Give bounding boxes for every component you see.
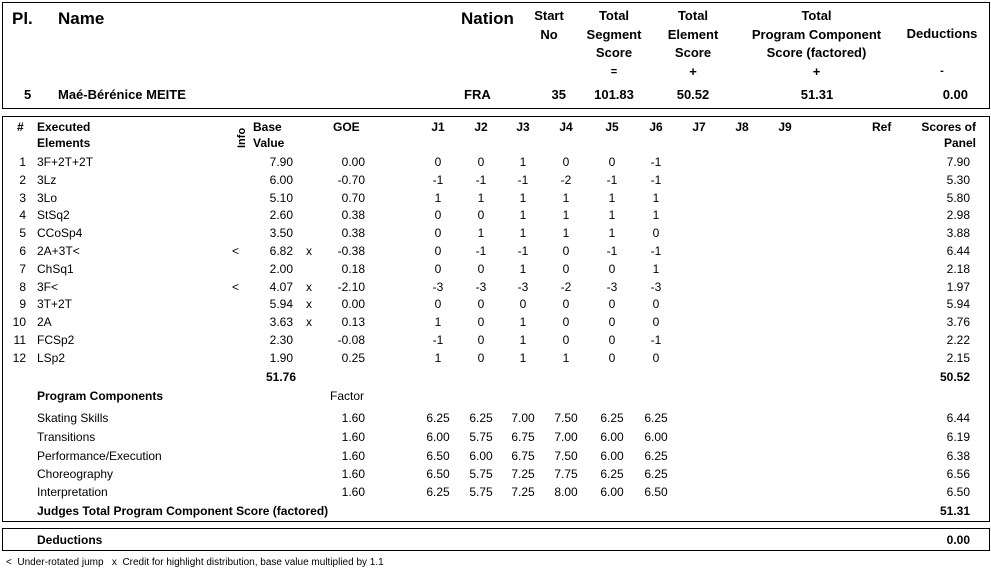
pl-header: Pl. [12, 9, 33, 28]
component-row [0, 411, 991, 429]
element-judge-score: 1 [477, 226, 485, 241]
component-row [0, 449, 991, 467]
element-name: 3Lo [37, 190, 58, 205]
element-panel-score: 5.30 [946, 172, 970, 187]
j8-header: J8 [735, 120, 749, 134]
component-panel-score: 6.44 [946, 411, 970, 425]
element-judge-score: 0 [562, 155, 570, 169]
element-judge-score: -1 [650, 172, 662, 187]
pcs-header: Total Program Component Score (factored) + [751, 8, 882, 79]
element-name: ChSq1 [37, 261, 74, 276]
element-number: 7 [19, 261, 26, 276]
element-judge-score: 1 [608, 190, 616, 205]
component-panel-score: 6.50 [946, 485, 970, 499]
element-judge-score: 0 [519, 297, 527, 312]
element-judge-score: 1 [519, 190, 527, 205]
component-row [0, 485, 991, 503]
start-no-header: Start No [534, 8, 564, 42]
j3-header: J3 [516, 120, 530, 134]
component-name: Performance/Execution [37, 449, 162, 463]
element-judge-score: 0 [477, 155, 485, 169]
element-judge-score: 0 [477, 350, 485, 365]
j2-header: J2 [474, 120, 488, 134]
component-name: Choreography [37, 467, 114, 481]
component-judge-score: 6.25 [644, 411, 668, 425]
element-base-value: 6.82 [269, 244, 293, 258]
element-judge-score: 1 [562, 190, 570, 205]
element-judge-score: 1 [608, 226, 616, 241]
element-name: 3Lz [37, 172, 57, 187]
element-number: 2 [19, 172, 26, 187]
component-judge-score: 6.25 [644, 449, 668, 463]
element-judge-score: -3 [606, 279, 618, 294]
element-judge-score: 0 [434, 244, 442, 258]
element-goe: -2.10 [337, 279, 365, 294]
element-judge-score: 0 [562, 244, 570, 258]
skater-nation: FRA [464, 87, 491, 102]
component-judge-score: 7.75 [554, 467, 578, 481]
component-judge-score: 7.25 [511, 467, 535, 481]
element-judge-score: 0 [477, 208, 485, 223]
element-number: 8 [19, 279, 26, 294]
j9-header: J9 [778, 120, 792, 134]
element-judge-score: 0 [652, 315, 660, 330]
element-number: 4 [19, 208, 26, 223]
element-judge-score: 1 [519, 155, 527, 169]
component-panel-score: 6.19 [946, 430, 970, 444]
component-judge-score: 6.25 [426, 485, 450, 499]
element-panel-score: 2.15 [946, 350, 970, 365]
component-name: Interpretation [37, 485, 108, 499]
component-judge-score: 7.25 [511, 485, 535, 499]
element-judge-score: -2 [560, 279, 572, 294]
element-judge-score: 1 [477, 190, 485, 205]
element-panel-score: 7.90 [946, 155, 970, 169]
element-panel-score: 2.18 [946, 261, 970, 276]
elements-bv-total: 51.76 [265, 370, 296, 384]
element-judge-score: 0 [562, 315, 570, 330]
skater-tss: 101.83 [594, 87, 634, 102]
element-judge-score: 1 [652, 261, 660, 276]
component-judge-score: 5.75 [469, 485, 493, 499]
element-judge-score: -3 [650, 279, 662, 294]
element-judge-score: 0 [434, 297, 442, 312]
table-row [0, 333, 991, 351]
element-base-value: 3.63 [269, 315, 293, 330]
element-judge-score: -1 [432, 172, 444, 187]
table-row [0, 173, 991, 191]
element-judge-score: 1 [434, 190, 442, 205]
element-number: 5 [19, 226, 26, 241]
element-base-value: 2.00 [269, 261, 293, 276]
component-judge-score: 6.00 [600, 430, 624, 444]
element-judge-score: 0 [477, 315, 485, 330]
base-value-header: Base Value [253, 120, 285, 150]
pcs-total-label: Judges Total Program Component Score (factored) [37, 504, 329, 518]
component-judge-score: 6.25 [469, 411, 493, 425]
element-panel-score: 1.97 [946, 279, 970, 294]
element-x-flag: x [306, 315, 312, 330]
element-goe: 0.00 [341, 155, 365, 169]
goe-header: GOE [333, 120, 360, 134]
table-row [0, 244, 991, 262]
component-judge-score: 6.50 [426, 449, 450, 463]
component-judge-score: 6.00 [644, 430, 668, 444]
component-factor: 1.60 [341, 411, 365, 425]
element-number: 12 [12, 350, 26, 365]
component-factor: 1.60 [341, 430, 365, 444]
component-name: Transitions [37, 430, 96, 444]
element-judge-score: -1 [606, 172, 618, 187]
element-judge-score: 1 [519, 208, 527, 223]
element-judge-score: -1 [606, 244, 618, 258]
element-judge-score: 0 [608, 350, 616, 365]
component-judge-score: 6.25 [600, 411, 624, 425]
element-judge-score: 0 [562, 333, 570, 347]
deductions-header: Deductions - [906, 26, 978, 77]
element-judge-score: 1 [519, 226, 527, 241]
component-judge-score: 6.50 [644, 485, 668, 499]
element-base-value: 7.90 [269, 155, 293, 169]
component-row [0, 467, 991, 485]
element-panel-score: 2.22 [946, 333, 970, 347]
element-name: CCoSp4 [37, 226, 83, 241]
element-judge-score: 1 [562, 208, 570, 223]
element-judge-score: 1 [434, 315, 442, 330]
element-panel-score: 5.80 [946, 190, 970, 205]
component-judge-score: 6.00 [426, 430, 450, 444]
element-panel-score: 5.94 [946, 297, 970, 312]
nation-header: Nation [461, 9, 514, 28]
table-row [0, 351, 991, 369]
element-base-value: 2.30 [269, 333, 293, 347]
table-row [0, 226, 991, 244]
element-base-value: 5.10 [269, 190, 293, 205]
component-row [0, 430, 991, 448]
executed-header: Executed Elements [37, 120, 91, 150]
element-judge-score: 0 [652, 297, 660, 312]
component-judge-score: 6.75 [511, 449, 535, 463]
element-goe: 0.13 [341, 315, 365, 330]
element-judge-score: 0 [608, 315, 616, 330]
element-base-value: 5.94 [269, 297, 293, 312]
element-goe: 0.25 [341, 350, 365, 365]
element-judge-score: 1 [519, 333, 527, 347]
element-number: 10 [12, 315, 26, 330]
element-judge-score: 0 [562, 297, 570, 312]
element-goe: 0.38 [341, 208, 365, 223]
deductions-label: Deductions [37, 533, 103, 547]
j7-header: J7 [692, 120, 706, 134]
component-judge-score: 6.00 [600, 485, 624, 499]
component-judge-score: 7.50 [554, 411, 578, 425]
element-judge-score: 0 [608, 297, 616, 312]
component-judge-score: 6.75 [511, 430, 535, 444]
element-base-value: 2.60 [269, 208, 293, 223]
element-base-value: 1.90 [269, 350, 293, 365]
skater-name: Maé-Bérénice MEITE [58, 87, 186, 102]
element-number: 11 [13, 333, 26, 347]
element-goe: -0.08 [337, 333, 365, 347]
component-judge-score: 5.75 [469, 467, 493, 481]
element-judge-score: 0 [477, 297, 485, 312]
element-x-flag: x [306, 279, 312, 294]
element-panel-score: 3.88 [946, 226, 970, 241]
info-header: Info [236, 127, 248, 148]
pcs-total-value: 51.31 [939, 504, 970, 518]
component-judge-score: 5.75 [469, 430, 493, 444]
element-judge-score: -1 [517, 244, 529, 258]
element-goe: 0.00 [341, 297, 365, 312]
skater-rank: 5 [24, 87, 32, 102]
element-judge-score: 0 [652, 226, 660, 241]
element-judge-score: -3 [517, 279, 529, 294]
deductions-box [2, 528, 990, 551]
element-name: StSq2 [37, 208, 70, 223]
element-judge-score: 1 [608, 208, 616, 223]
tes-header: Total Element Score + [667, 8, 719, 79]
element-judge-score: -1 [517, 172, 529, 187]
component-judge-score: 6.25 [600, 467, 624, 481]
component-judge-score: 6.25 [644, 467, 668, 481]
elements-panel-total: 50.52 [939, 370, 970, 384]
table-row [0, 155, 991, 173]
element-judge-score: 1 [562, 226, 570, 241]
element-panel-score: 3.76 [946, 315, 970, 330]
component-factor: 1.60 [341, 449, 365, 463]
element-judge-score: 0 [434, 155, 442, 169]
element-judge-score: 1 [652, 208, 660, 223]
element-judge-score: 0 [434, 261, 442, 276]
element-name: LSp2 [37, 350, 66, 365]
element-name: 3F+2T+2T [37, 155, 94, 169]
element-judge-score: -2 [560, 172, 572, 187]
element-judge-score: -3 [432, 279, 444, 294]
element-info: < [232, 244, 240, 258]
factor-header: Factor [330, 389, 365, 403]
num-header: # [17, 120, 24, 134]
component-factor: 1.60 [341, 485, 365, 499]
element-judge-score: 0 [562, 261, 570, 276]
j4-header: J4 [559, 120, 573, 134]
skater-tes: 50.52 [676, 87, 710, 102]
element-goe: -0.70 [337, 172, 365, 187]
table-row [0, 297, 991, 315]
j6-header: J6 [649, 120, 663, 134]
element-judge-score: 0 [608, 261, 616, 276]
element-judge-score: 0 [434, 226, 442, 241]
element-goe: 0.38 [341, 226, 365, 241]
element-judge-score: -1 [475, 244, 487, 258]
component-panel-score: 6.38 [946, 449, 970, 463]
element-panel-score: 2.98 [946, 208, 970, 223]
element-judge-score: 1 [519, 315, 527, 330]
element-judge-score: -1 [650, 155, 662, 169]
component-judge-score: 7.00 [511, 411, 535, 425]
element-judge-score: -1 [475, 172, 487, 187]
element-judge-score: 0 [477, 333, 485, 347]
legend: < Under-rotated jump x Credit for highlight distribution, base value multiplied by 1.1 [6, 557, 384, 568]
deductions-value: 0.00 [946, 533, 970, 547]
element-judge-score: 0 [608, 155, 616, 169]
element-judge-score: 1 [562, 350, 570, 365]
component-judge-score: 8.00 [554, 485, 578, 499]
element-base-value: 4.07 [269, 279, 293, 294]
element-name: 3F< [37, 279, 59, 294]
element-judge-score: 1 [519, 261, 527, 276]
table-row [0, 262, 991, 280]
ref-header: Ref [872, 120, 892, 134]
element-x-flag: x [306, 297, 312, 312]
component-judge-score: 6.00 [469, 449, 493, 463]
component-judge-score: 7.50 [554, 449, 578, 463]
element-number: 9 [19, 297, 26, 312]
element-name: 2A+3T< [37, 244, 80, 258]
name-header: Name [58, 9, 105, 28]
panel-header: Scores of Panel [921, 120, 976, 150]
element-goe: 0.70 [341, 190, 365, 205]
element-number: 3 [19, 190, 26, 205]
j5-header: J5 [605, 120, 619, 134]
j1-header: J1 [431, 120, 445, 134]
element-goe: 0.18 [341, 261, 365, 276]
element-base-value: 6.00 [269, 172, 293, 187]
skater-pcs: 51.31 [800, 87, 834, 102]
tss-header: Total Segment Score = [586, 8, 642, 78]
element-judge-score: 0 [608, 333, 616, 347]
component-judge-score: 7.00 [554, 430, 578, 444]
element-panel-score: 6.44 [946, 244, 970, 258]
component-factor: 1.60 [341, 467, 365, 481]
element-judge-score: 1 [519, 350, 527, 365]
element-judge-score: -3 [475, 279, 487, 294]
component-name: Skating Skills [37, 411, 109, 425]
element-judge-score: 0 [434, 208, 442, 223]
skater-deductions: 0.00 [942, 87, 968, 102]
element-info: < [232, 279, 240, 294]
element-name: 2A [37, 315, 52, 330]
element-judge-score: -1 [432, 333, 444, 347]
element-name: 3T+2T [37, 297, 73, 312]
component-judge-score: 6.50 [426, 467, 450, 481]
element-judge-score: -1 [650, 333, 662, 347]
element-judge-score: 1 [434, 350, 442, 365]
element-number: 1 [19, 155, 26, 169]
table-row [0, 191, 991, 209]
table-row [0, 315, 991, 333]
components-title: Program Components [37, 389, 164, 403]
element-judge-score: 0 [652, 350, 660, 365]
table-row [0, 280, 991, 298]
element-goe: -0.38 [337, 244, 365, 258]
component-judge-score: 6.25 [426, 411, 450, 425]
element-judge-score: 1 [652, 190, 660, 205]
element-name: FCSp2 [37, 333, 75, 347]
element-judge-score: 0 [477, 261, 485, 276]
element-x-flag: x [306, 244, 312, 258]
element-base-value: 3.50 [269, 226, 293, 241]
component-judge-score: 6.00 [600, 449, 624, 463]
element-number: 6 [19, 244, 26, 258]
component-panel-score: 6.56 [946, 467, 970, 481]
table-row [0, 208, 991, 226]
element-judge-score: -1 [650, 244, 662, 258]
skater-start-no: 35 [551, 87, 566, 102]
